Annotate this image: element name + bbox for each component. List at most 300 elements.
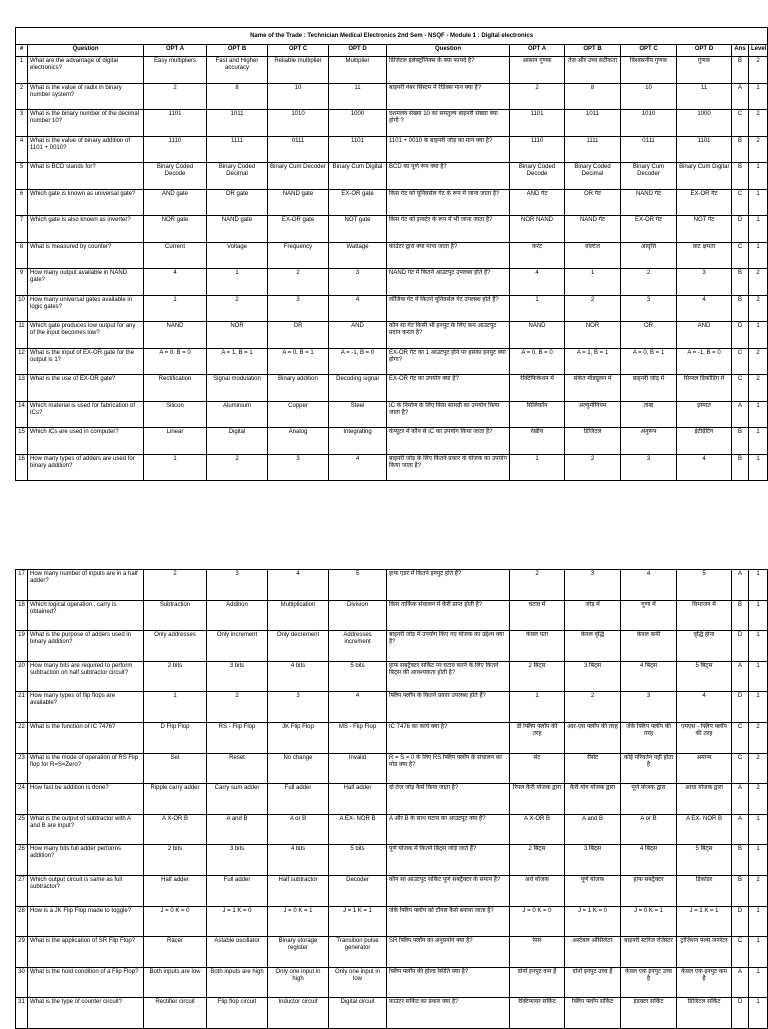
option-d-english-cell: Steel xyxy=(329,401,387,428)
option-b-english-cell: Digital xyxy=(207,428,268,455)
option-a-english-cell: D Flip Flop xyxy=(144,722,207,753)
option-b-hindi-cell: 2 xyxy=(565,454,621,481)
question-number-cell: 25 xyxy=(16,814,28,845)
question-number-cell: 13 xyxy=(16,375,28,402)
option-a-hindi-cell: 2 xyxy=(510,570,565,601)
table-row xyxy=(16,814,768,845)
option-d-hindi-cell: A = -1, B = 0 xyxy=(677,348,732,375)
question-number-cell: 15 xyxy=(16,428,28,455)
question-english-cell: Which material is used for fabrication of ICs? xyxy=(28,401,144,428)
question-hindi-cell: हाफ एडर में कितने इनपुट होते हैं? xyxy=(387,570,510,601)
level-cell: 1 xyxy=(749,242,768,269)
table-row xyxy=(16,600,768,631)
question-english-cell: How many bits are required to perform subtraction on half subtractor circuit? xyxy=(28,661,144,692)
option-a-hindi-cell: केवल पता xyxy=(510,631,565,662)
table-row xyxy=(16,322,768,349)
question-number-cell: 27 xyxy=(16,875,28,906)
answer-cell: B xyxy=(732,454,749,481)
option-c-hindi-cell: हाफ सबट्रैक्टर xyxy=(621,875,677,906)
question-english-cell: How many bits full adder performs addition? xyxy=(28,845,144,876)
header-cell: # xyxy=(16,45,28,57)
option-d-english-cell: 5 bits xyxy=(329,845,387,876)
option-b-english-cell: J = 1 K = 0 xyxy=(207,906,268,937)
answer-cell: B xyxy=(732,295,749,322)
option-b-english-cell: Astable oscillator xyxy=(207,937,268,968)
question-number-cell: 5 xyxy=(16,163,28,190)
question-hindi-cell: दशमलव संख्या 10 का समतुल्य बाइनरी संख्या क्या होगी ? xyxy=(387,110,510,137)
option-b-hindi-cell: 3 बिट्स xyxy=(565,845,621,876)
answer-cell: A xyxy=(732,401,749,428)
table-row xyxy=(16,83,768,110)
question-hindi-cell: दो तेज़ जोड़ कैसे किया जाता है? xyxy=(387,784,510,815)
answer-cell: B xyxy=(732,428,749,455)
option-c-hindi-cell: 2 xyxy=(621,269,677,296)
option-d-hindi-cell: 3 xyxy=(677,269,732,296)
answer-cell: A xyxy=(732,83,749,110)
option-b-english-cell: Only increment xyxy=(207,631,268,662)
option-d-english-cell: 4 xyxy=(329,295,387,322)
option-a-hindi-cell: 2 xyxy=(510,83,565,110)
option-b-hindi-cell: कैरी योग योजक द्वारा xyxy=(565,784,621,815)
header-cell: OPT B xyxy=(565,45,621,57)
option-d-hindi-cell: 5 बिट्स xyxy=(677,845,732,876)
question-english-cell: What is the mode of operation of RS Flip flop for R=S=Zero? xyxy=(28,753,144,784)
option-d-english-cell: Invalid xyxy=(329,753,387,784)
option-b-english-cell: Carry sum adder xyxy=(207,784,268,815)
option-d-english-cell: AND xyxy=(329,322,387,349)
option-b-hindi-cell: NAND गेट xyxy=(565,216,621,243)
option-c-hindi-cell: आवृत्ति xyxy=(621,242,677,269)
option-a-english-cell: Subtraction xyxy=(144,600,207,631)
option-d-hindi-cell: ट्रांज़िशन पल्स जनरेटर xyxy=(677,937,732,968)
option-c-english-cell: Binary Cum Decoder xyxy=(268,163,329,190)
option-d-hindi-cell: केवल एक इनपुट कम है xyxy=(677,967,732,998)
question-english-cell: What is the type of counter circuit? xyxy=(28,998,144,1029)
option-c-hindi-cell: A or B xyxy=(621,814,677,845)
question-number-cell: 11 xyxy=(16,322,28,349)
question-english-cell: Which gate is known as universal gate? xyxy=(28,189,144,216)
table-row xyxy=(16,845,768,876)
table-row xyxy=(16,242,768,269)
option-b-english-cell: 1111 xyxy=(207,136,268,163)
option-d-hindi-cell: डिकोडर xyxy=(677,875,732,906)
option-a-english-cell: Linear xyxy=(144,428,207,455)
question-number-cell: 17 xyxy=(16,570,28,601)
level-cell: 1 xyxy=(749,661,768,692)
option-a-english-cell: 1110 xyxy=(144,136,207,163)
option-d-english-cell: NOT gate xyxy=(329,216,387,243)
option-c-english-cell: Full adder xyxy=(268,784,329,815)
answer-cell: D xyxy=(732,906,749,937)
option-a-english-cell: 2 xyxy=(144,83,207,110)
option-c-hindi-cell: बाइनरी स्टोरेज रजिस्टर xyxy=(621,937,677,968)
question-hindi-cell: पूर्ण योजक में कितने बिट्स जोड़े जाते हैं? xyxy=(387,845,510,876)
option-c-hindi-cell: बाइनरी जोड़ में xyxy=(621,375,677,402)
table-row xyxy=(16,216,768,243)
option-d-english-cell: Transition pulse generator xyxy=(329,937,387,968)
table-row xyxy=(16,692,768,723)
option-a-hindi-cell: A X-OR B xyxy=(510,814,565,845)
option-b-hindi-cell: OR गेट xyxy=(565,189,621,216)
answer-cell: D xyxy=(732,216,749,243)
option-c-hindi-cell: 1010 xyxy=(621,110,677,137)
option-a-english-cell: NAND xyxy=(144,322,207,349)
option-b-english-cell: 2 xyxy=(207,692,268,723)
header-cell: OPT C xyxy=(268,45,329,57)
level-cell: 2 xyxy=(749,57,768,84)
option-d-hindi-cell: 1101 xyxy=(677,136,732,163)
option-b-english-cell: A and B xyxy=(207,814,268,845)
question-hindi-cell: BCD का पूर्ण रूप क्या है? xyxy=(387,163,510,190)
answer-cell: C xyxy=(732,375,749,402)
table-row xyxy=(16,57,768,84)
level-cell: 2 xyxy=(749,753,768,784)
header-cell: OPT D xyxy=(677,45,732,57)
question-english-cell: Which output circuit is same as full subtractor? xyxy=(28,875,144,906)
option-d-hindi-cell: इस्पात xyxy=(677,401,732,428)
option-a-english-cell: Only addresses xyxy=(144,631,207,662)
option-c-hindi-cell: कोई परिवर्तन नहीं होता है xyxy=(621,753,677,784)
option-b-english-cell: Aluminium xyxy=(207,401,268,428)
question-english-cell: What is the value of binary addition of 1101 + 0010? xyxy=(28,136,144,163)
question-hindi-cell: IC के निर्माण के लिए किस सामग्री का उपयोग किया जाता है? xyxy=(387,401,510,428)
option-b-hindi-cell: NOR xyxy=(565,322,621,349)
answer-cell: B xyxy=(732,57,749,84)
answer-cell: C xyxy=(732,753,749,784)
option-d-english-cell: 4 xyxy=(329,692,387,723)
table-row xyxy=(16,295,768,322)
option-c-hindi-cell: 0111 xyxy=(621,136,677,163)
option-a-english-cell: J = 0 K = 0 xyxy=(144,906,207,937)
header-cell: Question xyxy=(28,45,144,57)
option-b-english-cell: 3 bits xyxy=(207,845,268,876)
header-cell: Question xyxy=(387,45,510,57)
option-c-english-cell: 4 xyxy=(268,570,329,601)
option-d-english-cell: J = 1 K = 1 xyxy=(329,906,387,937)
option-a-hindi-cell: Binary Coded Decode xyxy=(510,163,565,190)
option-d-hindi-cell: 5 बिट्स xyxy=(677,661,732,692)
option-b-english-cell: Signal modulation xyxy=(207,375,268,402)
option-a-english-cell: AND gate xyxy=(144,189,207,216)
option-b-english-cell: Voltage xyxy=(207,242,268,269)
option-a-hindi-cell: 1101 xyxy=(510,110,565,137)
option-b-hindi-cell: अल्युमीनियम xyxy=(565,401,621,428)
option-a-english-cell: 1 xyxy=(144,295,207,322)
option-c-hindi-cell: पूर्ण योजक द्वारा xyxy=(621,784,677,815)
option-c-hindi-cell: EX-OR गेट xyxy=(621,216,677,243)
option-a-english-cell: 4 xyxy=(144,269,207,296)
answer-cell: A xyxy=(732,661,749,692)
table-row xyxy=(16,570,768,601)
option-a-hindi-cell: डी फ्लिप फ्लॉप की तरह xyxy=(510,722,565,753)
option-a-hindi-cell: 1 xyxy=(510,295,565,322)
question-english-cell: Which gate is also known as inverter? xyxy=(28,216,144,243)
question-hindi-cell: काउंटर सर्किट का प्रकार क्या है? xyxy=(387,998,510,1029)
option-a-english-cell: 1 xyxy=(144,454,207,481)
option-c-english-cell: 3 xyxy=(268,454,329,481)
option-b-english-cell: 1011 xyxy=(207,110,268,137)
table-row xyxy=(16,722,768,753)
level-cell: 1 xyxy=(749,937,768,968)
question-number-cell: 23 xyxy=(16,753,28,784)
level-cell: 1 xyxy=(749,401,768,428)
question-hindi-cell: हाफ सबट्रैक्टर सर्किट पर घटाव करने के लिए कितने बिट्स की आवश्यकता होती है? xyxy=(387,661,510,692)
level-cell: 1 xyxy=(749,322,768,349)
answer-cell: B xyxy=(732,845,749,876)
answer-cell: D xyxy=(732,631,749,662)
option-c-english-cell: 2 xyxy=(268,269,329,296)
option-c-hindi-cell: 3 xyxy=(621,692,677,723)
level-cell: 2 xyxy=(749,110,768,137)
option-b-hindi-cell: 1111 xyxy=(565,136,621,163)
question-english-cell: How many output available in NAND gate? xyxy=(28,269,144,296)
option-d-english-cell: 5 xyxy=(329,570,387,601)
option-c-english-cell: No change xyxy=(268,753,329,784)
option-c-english-cell: Binary addition xyxy=(268,375,329,402)
question-english-cell: What is the hold condition of a Flip Flop? xyxy=(28,967,144,998)
option-c-hindi-cell: गुणा में xyxy=(621,600,677,631)
option-d-english-cell: 4 xyxy=(329,454,387,481)
question-hindi-cell: फ्लिप फ्लॉप के कितने प्रकार उपलब्ध होते हैं? xyxy=(387,692,510,723)
question-number-cell: 4 xyxy=(16,136,28,163)
option-c-english-cell: A or B xyxy=(268,814,329,845)
option-c-english-cell: Only decrement xyxy=(268,631,329,662)
table-row xyxy=(16,110,768,137)
option-d-hindi-cell: सिग्नल डिकोडिंग में xyxy=(677,375,732,402)
answer-cell: A xyxy=(732,814,749,845)
answer-cell: C xyxy=(732,242,749,269)
option-a-hindi-cell: रिपल कैरी योजक द्वारा xyxy=(510,784,565,815)
option-b-hindi-cell: A = 1, B = 1 xyxy=(565,348,621,375)
option-c-english-cell: 3 xyxy=(268,295,329,322)
answer-cell: D xyxy=(732,322,749,349)
level-cell: 2 xyxy=(749,875,768,906)
option-d-english-cell: 11 xyxy=(329,83,387,110)
option-b-hindi-cell: तेज़ और उच्च सटीकता xyxy=(565,57,621,84)
table-row xyxy=(16,454,768,481)
option-b-hindi-cell: 1 xyxy=(565,269,621,296)
option-b-hindi-cell: पूर्ण योजक xyxy=(565,875,621,906)
question-number-cell: 6 xyxy=(16,189,28,216)
question-hindi-cell: IC 7476 का कार्य क्या है? xyxy=(387,722,510,753)
answer-cell: C xyxy=(732,189,749,216)
option-d-english-cell: Decoding signal xyxy=(329,375,387,402)
question-number-cell: 26 xyxy=(16,845,28,876)
question-hindi-cell: 1101 + 0010 के बाइनरी जोड़ का मान क्या है? xyxy=(387,136,510,163)
option-b-hindi-cell: J = 1 K = 0 xyxy=(565,906,621,937)
question-english-cell: How many types of adders are used for binary addition? xyxy=(28,454,144,481)
option-a-hindi-cell: आसान गुणक xyxy=(510,57,565,84)
question-table-page-2 xyxy=(15,569,768,1029)
option-c-english-cell: Analog xyxy=(268,428,329,455)
option-d-hindi-cell: A EX- NOR B xyxy=(677,814,732,845)
option-b-hindi-cell: रीसेट xyxy=(565,753,621,784)
question-english-cell: What are the advantage of digital electronics? xyxy=(28,57,144,84)
level-cell: 1 xyxy=(749,216,768,243)
option-c-hindi-cell: 3 xyxy=(621,295,677,322)
option-c-hindi-cell: NAND गेट xyxy=(621,189,677,216)
option-d-english-cell: 1101 xyxy=(329,136,387,163)
option-d-hindi-cell: अमान्य xyxy=(677,753,732,784)
question-hindi-cell: बाइनरी जोड़ में उपयोग किए गए योजक का उद्देश्य क्या है? xyxy=(387,631,510,662)
answer-cell: B xyxy=(732,600,749,631)
level-cell: 1 xyxy=(749,967,768,998)
level-cell: 1 xyxy=(749,163,768,190)
answer-cell: C xyxy=(732,110,749,137)
option-d-english-cell: Only one input in low xyxy=(329,967,387,998)
answer-cell: C xyxy=(732,937,749,968)
level-cell: 1 xyxy=(749,83,768,110)
level-cell: 1 xyxy=(749,998,768,1029)
level-cell: 1 xyxy=(749,631,768,662)
question-hindi-cell: बाइनरी जोड़ के लिए कितने प्रकार के योजक का उपयोग किया जाता है? xyxy=(387,454,510,481)
level-cell: 2 xyxy=(749,136,768,163)
option-d-english-cell: EX-OR gate xyxy=(329,189,387,216)
option-a-hindi-cell: NOR NAND xyxy=(510,216,565,243)
option-d-hindi-cell: 4 xyxy=(677,454,732,481)
option-a-hindi-cell: रेखीय xyxy=(510,428,565,455)
option-c-hindi-cell: जेके फ्लिप फ्लॉप की तरह xyxy=(621,722,677,753)
option-a-hindi-cell: 1 xyxy=(510,454,565,481)
question-number-cell: 14 xyxy=(16,401,28,428)
option-c-hindi-cell: 4 xyxy=(621,570,677,601)
question-number-cell: 1 xyxy=(16,57,28,84)
option-b-english-cell: Binary Coded Decimal xyxy=(207,163,268,190)
level-cell: 1 xyxy=(749,692,768,723)
option-d-hindi-cell: गुणक xyxy=(677,57,732,84)
option-a-english-cell: Rectifier circuit xyxy=(144,998,207,1029)
option-b-english-cell: NOR xyxy=(207,322,268,349)
option-a-english-cell: 1101 xyxy=(144,110,207,137)
option-a-english-cell: 2 bits xyxy=(144,845,207,876)
question-english-cell: Which ICs are used in computer? xyxy=(28,428,144,455)
level-cell: 1 xyxy=(749,189,768,216)
question-english-cell: What is the value of radix in binary number system? xyxy=(28,83,144,110)
table-row xyxy=(16,967,768,998)
option-c-hindi-cell: इंडक्टर सर्किट xyxy=(621,998,677,1029)
question-number-cell: 3 xyxy=(16,110,28,137)
question-hindi-cell: EX-OR गेट का 1 आउटपुट होने पर इसका इनपुट क्या होगा? xyxy=(387,348,510,375)
table-row xyxy=(16,348,768,375)
option-a-hindi-cell: AND गेट xyxy=(510,189,565,216)
option-a-english-cell: 2 xyxy=(144,570,207,601)
option-b-hindi-cell: संकेत मॉड्यूलन में xyxy=(565,375,621,402)
option-b-hindi-cell: वोल्टेज xyxy=(565,242,621,269)
question-hindi-cell: किस गेट को यूनिवर्सल गेट के रूप में जाना जाता है? xyxy=(387,189,510,216)
answer-cell: C xyxy=(732,722,749,753)
question-hindi-cell: काउंटर द्वारा क्या मापा जाता है? xyxy=(387,242,510,269)
option-d-hindi-cell: वाट क्षमता xyxy=(677,242,732,269)
question-number-cell: 29 xyxy=(16,937,28,968)
question-number-cell: 7 xyxy=(16,216,28,243)
option-d-hindi-cell: विभाजन में xyxy=(677,600,732,631)
question-number-cell: 18 xyxy=(16,600,28,631)
table-row xyxy=(16,163,768,190)
option-a-english-cell: Easy multipliers xyxy=(144,57,207,84)
level-cell: 1 xyxy=(749,814,768,845)
option-b-hindi-cell: 1011 xyxy=(565,110,621,137)
option-a-hindi-cell: रेक्टिफायर सर्किट xyxy=(510,998,565,1029)
question-number-cell: 21 xyxy=(16,692,28,723)
option-b-english-cell: Both inputs are high xyxy=(207,967,268,998)
option-a-english-cell: A X-OR B xyxy=(144,814,207,845)
question-number-cell: 12 xyxy=(16,348,28,375)
option-c-hindi-cell: 4 बिट्स xyxy=(621,661,677,692)
option-c-hindi-cell: विश्वसनीय गुणक xyxy=(621,57,677,84)
option-d-hindi-cell: EX-OR गेट xyxy=(677,189,732,216)
answer-cell: A xyxy=(732,570,749,601)
table-row xyxy=(16,401,768,428)
option-b-hindi-cell: Binary Coded Decimal xyxy=(565,163,621,190)
question-number-cell: 19 xyxy=(16,631,28,662)
option-a-english-cell: NOR gate xyxy=(144,216,207,243)
option-a-english-cell: Racer xyxy=(144,937,207,968)
header-cell: Ans xyxy=(732,45,749,57)
option-d-english-cell: Wattage xyxy=(329,242,387,269)
option-a-hindi-cell: रेक्टिफिकेशन में xyxy=(510,375,565,402)
option-b-hindi-cell: अस्टेबल ऑसिलेटर xyxy=(565,937,621,968)
level-cell: 2 xyxy=(749,269,768,296)
option-c-hindi-cell: तांबा xyxy=(621,401,677,428)
option-a-hindi-cell: घटाव में xyxy=(510,600,565,631)
option-b-hindi-cell: जोड़ में xyxy=(565,600,621,631)
header-cell: OPT D xyxy=(329,45,387,57)
option-c-english-cell: Only one input in high xyxy=(268,967,329,998)
option-a-hindi-cell: 1110 xyxy=(510,136,565,163)
option-d-english-cell: Division xyxy=(329,600,387,631)
answer-cell: D xyxy=(732,692,749,723)
question-hindi-cell: बाइनरी नंबर सिस्टम में रेडिक्स मान क्या है? xyxy=(387,83,510,110)
option-d-hindi-cell: एमएस - फ्लिप फ्लॉप की तरह xyxy=(677,722,732,753)
option-c-english-cell: EX-OR gate xyxy=(268,216,329,243)
question-hindi-cell: A और B के साथ घटाव का आउटपुट क्या है? xyxy=(387,814,510,845)
option-b-english-cell: OR gate xyxy=(207,189,268,216)
option-d-english-cell: Addresses increment xyxy=(329,631,387,662)
question-english-cell: What is the output of subtractor with A and B are input? xyxy=(28,814,144,845)
option-d-hindi-cell: आधा योजक द्वारा xyxy=(677,784,732,815)
option-b-hindi-cell: डिजिटल xyxy=(565,428,621,455)
option-c-english-cell: 4 bits xyxy=(268,845,329,876)
option-b-hindi-cell: 3 बिट्स xyxy=(565,661,621,692)
level-cell: 1 xyxy=(749,428,768,455)
option-b-english-cell: Reset xyxy=(207,753,268,784)
option-b-english-cell: Full adder xyxy=(207,875,268,906)
option-a-hindi-cell: अर्ध योजक xyxy=(510,875,565,906)
question-number-cell: 9 xyxy=(16,269,28,296)
table-row xyxy=(16,906,768,937)
option-a-english-cell: Set xyxy=(144,753,207,784)
option-c-english-cell: 10 xyxy=(268,83,329,110)
table-row xyxy=(16,784,768,815)
question-english-cell: What is the function of IC 7476? xyxy=(28,722,144,753)
option-d-english-cell: Integrating xyxy=(329,428,387,455)
level-cell: 1 xyxy=(749,454,768,481)
option-b-english-cell: 2 xyxy=(207,454,268,481)
level-cell: 1 xyxy=(749,570,768,601)
option-d-english-cell: A = -1, B = 0 xyxy=(329,348,387,375)
table-row xyxy=(16,937,768,968)
answer-cell: D xyxy=(732,998,749,1029)
option-a-english-cell: Silicon xyxy=(144,401,207,428)
option-c-hindi-cell: केवल कमी xyxy=(621,631,677,662)
option-a-english-cell: Half adder xyxy=(144,875,207,906)
option-a-english-cell: Both inputs are low xyxy=(144,967,207,998)
option-c-english-cell: JK Flip Flop xyxy=(268,722,329,753)
answer-cell: B xyxy=(732,136,749,163)
question-number-cell: 16 xyxy=(16,454,28,481)
option-b-hindi-cell: आर-एस फ्लॉप की तरह xyxy=(565,722,621,753)
option-a-hindi-cell: रेसर xyxy=(510,937,565,968)
